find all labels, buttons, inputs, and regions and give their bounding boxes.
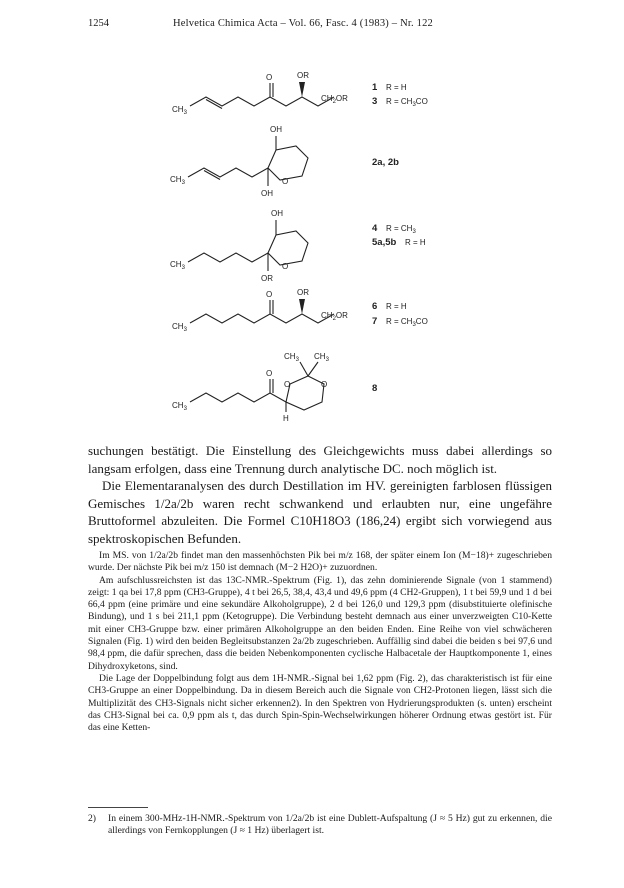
- compound-number-5a-5b: 5a,5b: [372, 237, 397, 248]
- label-o: O: [266, 290, 273, 299]
- label-ring-o: O: [282, 262, 289, 271]
- label-ch3: $CH_3$: [172, 322, 187, 333]
- footnote-mark: 2): [88, 813, 96, 824]
- compound-number-4: 4: [372, 223, 378, 234]
- compound-number-2a-2b: 2a, 2b: [372, 157, 399, 168]
- footnote-divider: [88, 807, 148, 808]
- compound-number-7: 7: [372, 316, 378, 327]
- paragraph-13c-nmr: Am aufschlussreichsten ist das 13C-NMR.-Spektrum (Fig. 1), das zehn dominierende Signale (von 1 stammend) zeigt: 1 qa bei 17,8 ppm (CH3-Gruppe), 4 t bei 26,5, 38,4, 43,4 und 49,6 ppm (4 CH2-Gruppen), 1 t bei 59,9 und 1 d bei 66,4 ppm (eine primäre und eine sekundäre Alkoholgruppe), 2 d bei 126,0 und 129,3 ppm (disubstituierte olefinische Bindung), und 1 s bei 211,1 ppm (Ketogruppe). Die Verbindung besteht demnach aus einer unverzweigten C10-Kette mit einer CH3-Gruppe bzw. einer primären Alkoholgruppe an den beiden Enden. Eine Reihe von viel schwächeren Signalen (Fig. 1) wird den beiden Begleitsubstanzen 2a/2b zugeschrieben. Auffällig sind dabei die beiden s bei 97,6 und 98,4 ppm, die dafür sprechen, dass die beiden Nebenkomponenten cyclische Halbacetale der Hauptkomponente 1, eines Dihydroxyketons, sind.: [88, 574, 552, 672]
- journal-citation: Helvetica Chimica Acta – Vol. 66, Fasc. 4 (1983) – Nr. 122: [173, 18, 433, 29]
- main-text: [88, 442, 552, 547]
- paragraph-1h-nmr: Die Lage der Doppelbindung folgt aus dem 1H-NMR.-Signal bei 1,62 ppm (Fig. 2), das charakteristisch ist für eine CH3-Gruppe an einer Doppelbindung. Da in diesem Bereich auch die Signale von CH2-Protonen liegen, lässt sich die Multiplizität des CH3-Signals nicht sicher erkennen2). In den Spektren von Hydrierungsprodukten (s. unten) erscheint das CH3-Signal bei ca. 0,9 ppm als t, das durch Spin-Spin-Wechselwirkungen höherer Ordnung etwas gestört ist. Für das eine Ketten-: [88, 672, 552, 734]
- label-ch3-left: $CH_3$: [284, 352, 299, 363]
- compound-number-3: 3: [372, 96, 378, 107]
- r-definition-6: R = H: [386, 302, 407, 311]
- footnote-text: In einem 300-MHz-1H-NMR.-Spektrum von 1/2a/2b ist eine Dublett-Aufspaltung (J ≈ 5 Hz) gut zu erkennen, die allerdings von Fernkopplungen (J ≈ 1 Hz) überlagert ist.: [108, 813, 552, 837]
- label-ch3: $CH_3$: [170, 175, 185, 186]
- r-definition-1: R = H: [386, 83, 407, 92]
- compound-number-1: 1: [372, 82, 378, 93]
- structure-1-3: [172, 71, 428, 116]
- page-number: 1254: [88, 18, 109, 29]
- label-h: H: [283, 414, 289, 423]
- compound-number-8: 8: [372, 383, 378, 394]
- label-or: OR: [261, 274, 273, 283]
- compound-number-6: 6: [372, 301, 378, 312]
- r-definition-5: R = H: [405, 238, 426, 247]
- footnote: [88, 813, 552, 838]
- label-o: O: [266, 73, 273, 82]
- label-ring-o: O: [282, 177, 289, 186]
- structure-6-7: [172, 288, 428, 333]
- label-ring-o-left: O: [284, 380, 291, 389]
- label-oh: OH: [271, 209, 283, 218]
- label-or: OR: [297, 71, 309, 80]
- label-ch3: $CH_3$: [170, 260, 185, 271]
- paragraph-1: suchungen bestätigt. Die Einstellung des Gleichgewichts muss dabei allerdings so langsam erfolgen, dass eine Trennung durch analytische DC. noch möglich ist.: [88, 443, 552, 476]
- label-keto-o: O: [266, 369, 273, 378]
- label-oh-top: OH: [270, 125, 282, 134]
- label-ch2or: $CH_2OR$: [321, 94, 348, 105]
- label-ch3-right: $CH_3$: [314, 352, 329, 363]
- small-print-text: [88, 550, 552, 734]
- r-definition-3: $R = CH_3CO$: [386, 97, 428, 108]
- label-or: OR: [297, 288, 309, 297]
- structure-8: [172, 352, 377, 423]
- label-ring-o-right: O: [321, 380, 328, 389]
- r-definition-7: $R = CH_3CO$: [386, 317, 428, 328]
- structure-2a-2b: [170, 125, 399, 198]
- label-ch3: $CH_3$: [172, 105, 187, 116]
- structure-4-5: [170, 209, 426, 283]
- chemical-structures: [0, 0, 624, 440]
- r-definition-4: $R = CH_3$: [386, 224, 416, 235]
- label-ch3: $CH_3$: [172, 401, 187, 412]
- paragraph-2: Die Elementaranalysen des durch Destillation im HV. gereinigten farblosen flüssigen Gemisches 1/2a/2b waren recht schwankend und erlaubten nur, eine ungefähre Bruttoformel abzuleiten. Die Formel C10H18O3 (186,24) ergibt sich vorwiegend aus spektroskopischen Befunden.: [88, 478, 552, 546]
- label-oh-bottom: OH: [261, 189, 273, 198]
- paragraph-ms: Im MS. von 1/2a/2b findet man den massenhöchsten Pik bei m/z 168, der später einem Ion (M−18)+ zugeschrieben wurde. Der nächste Pik bei m/z 150 ist demnach (M−2 H2O)+ zuzuordnen.: [88, 550, 552, 574]
- label-ch2or: $CH_2OR$: [321, 311, 348, 322]
